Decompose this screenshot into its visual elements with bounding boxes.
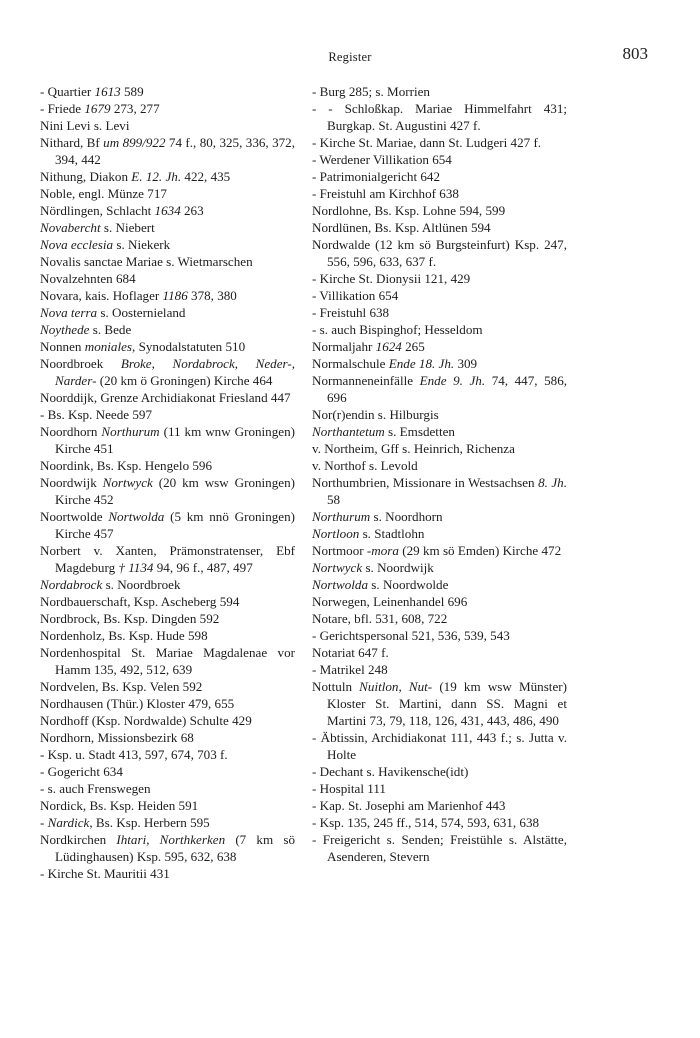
index-entry [40, 627, 295, 644]
index-entry-italic-text: Northantetum [312, 424, 385, 439]
index-entry-text: Nithung, Diakon [40, 169, 132, 184]
index-entry-text: s. Noordwolde [368, 577, 449, 592]
index-entry [312, 287, 567, 304]
index-entry-italic-text: 8. Jh. [538, 475, 567, 490]
index-entry-italic-text: Nardick [47, 815, 90, 830]
index-column-right [312, 83, 567, 865]
index-entry-text: Nordlünen, Bs. Ksp. Altlünen 594 [312, 220, 491, 235]
index-entry [312, 797, 567, 814]
index-entry [312, 610, 567, 627]
index-entry-italic-text: Nuitlon, Nut- [359, 679, 433, 694]
index-entry-text: - Freistuhl am Kirchhof 638 [312, 186, 459, 201]
index-entry [312, 576, 567, 593]
index-entry-text: Noordink, Bs. Ksp. Hengelo 596 [40, 458, 213, 473]
index-entry [312, 100, 567, 134]
index-entry-text: - Gerichtspersonal 521, 536, 539, 543 [312, 628, 510, 643]
index-entry-text: - s. auch Frenswegen [40, 781, 151, 796]
index-entry [40, 712, 295, 729]
index-entry [312, 525, 567, 542]
index-entry-italic-text: Nortwyck [102, 475, 153, 490]
index-entry-text: , Bs. Ksp. Herbern 595 [89, 815, 210, 830]
index-entry-text: - Ksp. 135, 245 ff., 514, 574, 593, 631, 638 [312, 815, 540, 830]
index-entry-text: 265 [401, 339, 425, 354]
index-entry-text: Novalis sanctae Mariae s. Wietmarschen [40, 254, 253, 269]
index-entry [40, 219, 295, 236]
index-entry [312, 355, 567, 372]
index-entry-text: - Bs. Ksp. Neede 597 [40, 407, 153, 422]
index-entry-text: Nördlingen, Schlacht [40, 203, 155, 218]
index-entry-italic-text: Nortwolda [312, 577, 369, 592]
index-entry-italic-text: E. 12. Jh. [131, 169, 182, 184]
index-entry-italic-text: Nortwolda [108, 509, 165, 524]
index-entry [312, 423, 567, 440]
index-entry [40, 542, 295, 576]
index-entry-text: - Freigericht s. Senden; Freistühle s. Alstätte, Asenderen, Stevern [312, 832, 567, 864]
index-entry-text: - - Schloßkap. Mariae Himmelfahrt 431; Burgkap. St. Augustini 427 f. [312, 101, 567, 133]
index-entry-text: Noordwijk [40, 475, 103, 490]
index-entry-text: s. Stadtlohn [359, 526, 425, 541]
index-entry-text: Noordhorn [40, 424, 102, 439]
index-entry [312, 185, 567, 202]
index-entry [312, 763, 567, 780]
index-entry [40, 729, 295, 746]
index-entry-text: s. Oosternieland [97, 305, 186, 320]
index-entry [312, 593, 567, 610]
index-entry-text: s. Noordbroek [102, 577, 181, 592]
index-entry-text: - Kirche St. Mariae, dann St. Ludgeri 427 f. [312, 135, 542, 150]
index-entry-text: (20 km ö Groningen) Kirche 464 [96, 373, 273, 388]
index-entry-text: - Äbtissin, Archidiakonat 111, 443 f.; s. Jutta v. Holte [312, 730, 567, 762]
index-entry-italic-text: Nortwyck [312, 560, 363, 575]
index-entry-italic-text: 1186 [162, 288, 188, 303]
index-entry-italic-text: Nortloon [312, 526, 360, 541]
index-entry [40, 304, 295, 321]
index-entry-text: - s. auch Bispinghof; Hesseldom [312, 322, 483, 337]
index-entry-text: - Dechant s. Havikensche(idt) [312, 764, 469, 779]
index-entry-text: Nini Levi s. Levi [40, 118, 130, 133]
index-entry-text: s. Niebert [100, 220, 155, 235]
index-entry-text: Normanneneinfälle [312, 373, 420, 388]
index-entry [40, 406, 295, 423]
index-entry [312, 236, 567, 270]
index-entry-text: (5 km nnö Groningen) Kirche 457 [55, 509, 296, 541]
index-entry-text: s. Niekerk [113, 237, 171, 252]
index-entry [312, 151, 567, 168]
index-entry-text: - Ksp. u. Stadt 413, 597, 674, 703 f. [40, 747, 228, 762]
index-entry [40, 253, 295, 270]
index-entry [40, 117, 295, 134]
index-entry-text: - [40, 815, 48, 830]
index-entry-text: - Villikation 654 [312, 288, 399, 303]
index-entry [40, 678, 295, 695]
index-entry-text: Noorddijk, Grenze Archidiakonat Friesland 447 [40, 390, 291, 405]
index-entry-text: - Gogericht 634 [40, 764, 123, 779]
index-entry [40, 593, 295, 610]
index-entry-text: Novalzehnten 684 [40, 271, 136, 286]
index-entry [312, 780, 567, 797]
index-entry-text: 378, 380 [187, 288, 237, 303]
index-entry-italic-text: -mora [366, 543, 399, 558]
index-entry [312, 661, 567, 678]
index-entry-text: Nordhorn, Missionsbezirk 68 [40, 730, 194, 745]
index-entry [40, 355, 295, 389]
index-entry [40, 695, 295, 712]
index-entry-text: - Burg 285; s. Morrien [312, 84, 430, 99]
index-entry-italic-text: 1624 [375, 339, 402, 354]
index-entry [312, 406, 567, 423]
index-entry-text: Norbert v. Xanten, Prämonstratenser, Ebf Magdeburg [40, 543, 295, 575]
index-entry-italic-text: um 899/922 [103, 135, 166, 150]
index-entry-text: Nordenholz, Bs. Ksp. Hude 598 [40, 628, 208, 643]
index-entry-text: Nordkirchen [40, 832, 117, 847]
index-entry-text: v. Northof s. Levold [312, 458, 418, 473]
index-entry [40, 423, 295, 457]
index-entry-text: 273, 277 [110, 101, 160, 116]
index-entry-text: Nithard, Bf [40, 135, 104, 150]
index-entry-italic-text: † 1134 [118, 560, 154, 575]
index-entry [312, 134, 567, 151]
index-entry-italic-text: 1679 [84, 101, 111, 116]
index-entry-text: (7 km sö Lüdinghausen) Ksp. 595, 632, 638 [55, 832, 295, 864]
index-entry-italic-text: Nova terra [40, 305, 98, 320]
index-entry [40, 185, 295, 202]
index-entry [40, 236, 295, 253]
index-entry-italic-text: Nova ecclesia [40, 237, 114, 252]
index-entry-text: Novara, kais. Hoflager [40, 288, 163, 303]
index-entry [312, 168, 567, 185]
index-entry-text: Nordenhospital St. Mariae Magdalenae vor Hamm 135, 492, 512, 639 [40, 645, 295, 677]
index-entry [40, 746, 295, 763]
index-entry-italic-text: Novabercht [40, 220, 101, 235]
index-entry [312, 474, 567, 508]
index-entry-text: Noble, engl. Münze 717 [40, 186, 167, 201]
index-entry-text: Nordbauerschaft, Ksp. Ascheberg 594 [40, 594, 240, 609]
index-entry [40, 797, 295, 814]
index-entry-text: , Synodalstatuten 510 [132, 339, 246, 354]
index-entry [312, 338, 567, 355]
index-entry [40, 831, 295, 865]
index-entry [312, 678, 567, 729]
index-entry [40, 644, 295, 678]
index-entry-text: 422, 435 [181, 169, 231, 184]
index-entry [312, 321, 567, 338]
index-entry [40, 576, 295, 593]
index-entry [40, 780, 295, 797]
index-entry-text: Nonnen [40, 339, 85, 354]
index-entry [40, 83, 295, 100]
index-entry-text: (20 km wsw Groningen) Kirche 452 [55, 475, 295, 507]
index-entry [40, 814, 295, 831]
index-entry-text: Noordbroek [40, 356, 121, 371]
index-entry [312, 219, 567, 236]
index-entry-text: Normaljahr [312, 339, 376, 354]
index-entry-text: - Kirche St. Mauritii 431 [40, 866, 170, 881]
index-entry [312, 83, 567, 100]
index-entry-text: - Friede [40, 101, 85, 116]
index-entry [312, 814, 567, 831]
index-entry-text: Notariat 647 f. [312, 645, 389, 660]
index-entry-text: Nordhoff (Ksp. Nordwalde) Schulte 429 [40, 713, 252, 728]
index-entry-text: (11 km wnw Groningen) Kirche 451 [55, 424, 295, 456]
index-entry-text: - Matrikel 248 [312, 662, 388, 677]
index-entry [40, 100, 295, 117]
index-entry [312, 542, 567, 559]
index-entry-text: - Kirche St. Dionysii 121, 429 [312, 271, 471, 286]
index-entry-italic-text: moniales [84, 339, 133, 354]
index-entry [312, 457, 567, 474]
index-entry-text: Nordbrock, Bs. Ksp. Dingden 592 [40, 611, 220, 626]
index-entry [312, 202, 567, 219]
index-entry [40, 763, 295, 780]
index-entry-text: - Patrimonialgericht 642 [312, 169, 440, 184]
index-entry-text: 74 f., 80, 325, 336, 372, 394, 442 [55, 135, 295, 167]
index-column-left [40, 83, 295, 882]
index-entry [40, 134, 295, 168]
index-entry [40, 474, 295, 508]
page-number: 803 [622, 44, 648, 63]
index-entry-text: 58 [327, 492, 341, 507]
index-entry [40, 321, 295, 338]
index-entry-text: Nordvelen, Bs. Ksp. Velen 592 [40, 679, 203, 694]
index-entry-text: Nortmoor [312, 543, 367, 558]
index-entry-text: s. Noordhorn [370, 509, 443, 524]
index-entry-italic-text: Northurum [101, 424, 160, 439]
index-entry-text: Nordlohne, Bs. Ksp. Lohne 594, 599 [312, 203, 506, 218]
index-entry-italic-text: Nordabrock [40, 577, 103, 592]
index-entry [40, 168, 295, 185]
index-entry-text: (29 km sö Emden) Kirche 472 [398, 543, 562, 558]
index-entry [40, 202, 295, 219]
index-entry-italic-text: Ende 9. Jh. [419, 373, 486, 388]
index-entry-text: - Kap. St. Josephi am Marienhof 443 [312, 798, 506, 813]
index-entry-text: - Hospital 111 [312, 781, 386, 796]
index-entry-italic-text: 1634 [154, 203, 181, 218]
index-entry-text: s. Emsdetten [384, 424, 455, 439]
index-entry-italic-text: Broke, Nordabrock, Neder-, Narder- [55, 356, 295, 388]
index-entry-text: 74, 447, 586, 696 [327, 373, 568, 405]
index-entry [312, 440, 567, 457]
index-entry-text: Nordhausen (Thür.) Kloster 479, 655 [40, 696, 235, 711]
index-entry [312, 508, 567, 525]
index-entry-italic-text: Northurum [312, 509, 371, 524]
index-entry-text: s. Bede [89, 322, 132, 337]
running-head: Register [328, 50, 372, 64]
index-entry [40, 287, 295, 304]
index-entry-text: Northumbrien, Missionare in Westsachsen [312, 475, 539, 490]
index-entry [40, 389, 295, 406]
index-entry [312, 627, 567, 644]
index-entry [312, 831, 567, 865]
index-entry-text: - Werdener Villikation 654 [312, 152, 452, 167]
index-entry [312, 304, 567, 321]
index-entry-italic-text: Ende 18. Jh. [388, 356, 455, 371]
index-entry-text: Nottuln [312, 679, 360, 694]
index-entry [40, 610, 295, 627]
index-entry [312, 644, 567, 661]
index-entry-text: s. Noordwijk [362, 560, 434, 575]
index-entry-text: Nordick, Bs. Ksp. Heiden 591 [40, 798, 199, 813]
index-entry [312, 372, 567, 406]
index-entry-text: Norwegen, Leinenhandel 696 [312, 594, 468, 609]
index-entry-text: 589 [120, 84, 144, 99]
index-entry [40, 457, 295, 474]
index-entry-text: Normalschule [312, 356, 389, 371]
index-entry-text: v. Northeim, Gff s. Heinrich, Richenza [312, 441, 515, 456]
index-entry-text: Nordwalde (12 km sö Burgsteinfurt) Ksp. 247, 556, 596, 633, 637 f. [312, 237, 567, 269]
index-entry [312, 729, 567, 763]
index-entry [40, 508, 295, 542]
index-entry [40, 270, 295, 287]
index-entry-text: - Freistuhl 638 [312, 305, 390, 320]
index-entry-italic-text: Ihtari, Northkerken [116, 832, 226, 847]
index-entry-text: 263 [180, 203, 204, 218]
index-entry-text: - Quartier [40, 84, 95, 99]
index-entry-italic-text: Noythede [40, 322, 90, 337]
index-entry-text: Nor(r)endin s. Hilburgis [312, 407, 439, 422]
index-entry [312, 270, 567, 287]
index-entry [40, 338, 295, 355]
index-entry [312, 559, 567, 576]
index-entry-text: 94, 96 f., 487, 497 [153, 560, 253, 575]
index-entry-text: (19 km wsw Münster) Kloster St. Martini, dann SS. Magni et Martini 73, 79, 118, 126, 431, 443, 486, 490 [327, 679, 567, 728]
index-entry-text: Noortwolde [40, 509, 109, 524]
index-entry-text: 309 [454, 356, 478, 371]
index-entry-italic-text: 1613 [94, 84, 121, 99]
index-entry-text: Notare, bfl. 531, 608, 722 [312, 611, 448, 626]
index-entry [40, 865, 295, 882]
